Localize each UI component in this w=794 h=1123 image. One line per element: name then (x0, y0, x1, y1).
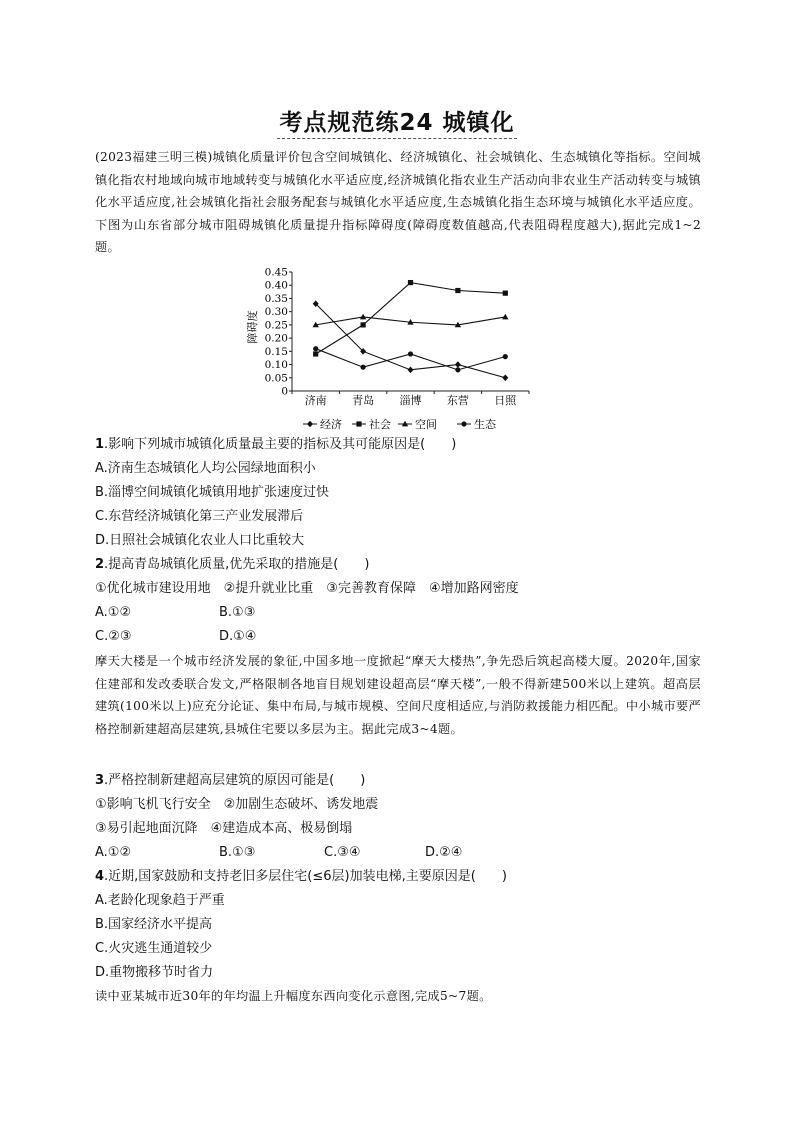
passage-1: (2023福建三明三模)城镇化质量评价包含空间城镇化、经济城镇化、社会城镇化、生态城镇化等指标。空间城镇化指农村地域向城市地域转变与城镇化水平适应度,经济城镇化指农业生产活动向非农业生产活动转变与城镇化水平适应度,社会城镇化指社会服务配套与城镇化水平适应度,生态城镇化指生态环境与城镇化水平适应度。下图为山东省部分城市阻碍城镇化质量提升指标障碍度(障碍度数值越高,代表阻碍程度越大),据此完成1~2题。 (95, 150, 701, 254)
data-point-square (455, 288, 460, 293)
question-4: 4.近期,国家鼓励和支持老旧多层住宅(≤6层)加装电梯,主要原因是( ) (95, 869, 507, 884)
y-tick-label: 0 (281, 385, 288, 398)
series-line-diamond (316, 304, 506, 378)
legend-marker-triangle (402, 421, 408, 427)
legend-marker-square (356, 421, 361, 426)
q3-choices-1: ①影响飞机飞行安全 ②加剧生态破坏、诱发地震 (95, 797, 379, 812)
y-axis-label: 障碍度 (246, 310, 259, 344)
q2-option-b[interactable]: B.①③ (219, 605, 256, 620)
series-line-triangle (316, 317, 506, 325)
data-point-triangle (360, 314, 366, 320)
question-1: 1.影响下列城市城镇化质量最主要的指标及其可能原因是( ) (95, 437, 457, 452)
data-point-circle (313, 346, 318, 351)
y-tick-label: 0.05 (264, 372, 288, 385)
q3-option-d[interactable]: D.②④ (425, 845, 463, 860)
q2-option-a[interactable]: A.①② (95, 605, 132, 620)
q1-option-b[interactable]: B.淄博空间城镇化城镇用地扩张速度过快 (95, 485, 330, 500)
series-line-circle (316, 349, 506, 370)
data-point-square (361, 322, 366, 327)
data-point-triangle (455, 322, 461, 328)
data-point-square (408, 280, 413, 285)
y-tick-label: 0.30 (264, 306, 288, 319)
legend-label: 生态 (474, 418, 496, 431)
q2-option-c[interactable]: C.②③ (95, 629, 132, 644)
y-tick-label: 0.25 (264, 319, 288, 332)
legend-marker-circle (461, 421, 466, 426)
data-point-diamond (408, 367, 414, 374)
q2-choices: ①优化城市建设用地 ②提升就业比重 ③完善教育保障 ④增加路网密度 (95, 581, 519, 596)
data-point-square (313, 351, 318, 356)
page-title: 考点规范练24 城镇化 (0, 104, 794, 137)
data-point-diamond (455, 361, 461, 368)
y-tick-label: 0.20 (264, 332, 288, 345)
passage-2: 摩天大楼是一个城市经济发展的象征,中国多地一度掀起“摩天大楼热”,争先恐后筑起高楼大厦。2020年,国家住建部和发改委联合发文,严格限制各地盲目规划建设超高层“摩天楼”,一般不得新建500米以上建筑。超高层建筑(100米以上)应充分论证、集中布局,与城市规模、空间尺度相适应,与消防救援能力相匹配。中小城市要严格控制新建超高层建筑,县城住宅要以多层为主。据此完成3~4题。 (95, 654, 701, 736)
q3-option-a[interactable]: A.①② (95, 845, 132, 860)
data-point-diamond (502, 374, 508, 381)
passage-3: 读中亚某城市近30年的年均温上升幅度东西向变化示意图,完成5~7题。 (95, 989, 492, 1003)
q4-option-b[interactable]: B.国家经济水平提高 (95, 917, 213, 932)
legend-marker-diamond (307, 421, 313, 428)
q1-option-a[interactable]: A.济南生态城镇化人均公园绿地面积小 (95, 461, 316, 476)
legend-label: 空间 (415, 418, 437, 431)
legend-label: 社会 (369, 418, 391, 431)
q4-option-c[interactable]: C.火灾逃生通道较少 (95, 941, 213, 956)
y-tick-label: 0.35 (264, 292, 288, 305)
q3-option-c[interactable]: C.③④ (324, 845, 361, 860)
data-point-triangle (502, 314, 508, 320)
q1-option-c[interactable]: C.东营经济城镇化第三产业发展滞后 (95, 509, 304, 524)
data-point-circle (503, 354, 508, 359)
data-point-diamond (313, 300, 319, 307)
y-tick-label: 0.45 (264, 266, 288, 279)
y-tick-label: 0.40 (264, 279, 288, 292)
question-2: 2.提高青岛城镇化质量,优先采取的措施是( ) (95, 557, 370, 572)
data-point-triangle (407, 319, 413, 325)
data-point-triangle (313, 322, 319, 328)
q4-option-a[interactable]: A.老龄化现象趋于严重 (95, 893, 225, 908)
series-line-square (316, 283, 506, 354)
question-3: 3.严格控制新建超高层建筑的原因可能是( ) (95, 773, 366, 788)
x-tick-label: 东营 (446, 394, 469, 407)
data-point-circle (361, 365, 366, 370)
q1-option-d[interactable]: D.日照社会城镇化农业人口比重较大 (95, 533, 305, 548)
y-tick-label: 0.15 (264, 345, 288, 358)
data-point-circle (455, 367, 460, 372)
x-tick-label: 日照 (494, 394, 517, 407)
data-point-square (503, 291, 508, 296)
x-tick-label: 淄博 (399, 394, 422, 407)
legend-label: 经济 (320, 418, 342, 431)
x-tick-label: 济南 (304, 394, 327, 407)
y-tick-label: 0.10 (264, 359, 288, 372)
data-point-circle (408, 351, 413, 356)
q3-choices-2: ③易引起地面沉降 ④建造成本高、极易倒塌 (95, 821, 353, 836)
q4-option-d[interactable]: D.重物搬移节时省力 (95, 965, 214, 980)
q3-option-b[interactable]: B.①③ (219, 845, 256, 860)
data-point-diamond (360, 348, 366, 355)
q2-option-d[interactable]: D.①④ (219, 629, 257, 644)
x-tick-label: 青岛 (352, 394, 375, 407)
